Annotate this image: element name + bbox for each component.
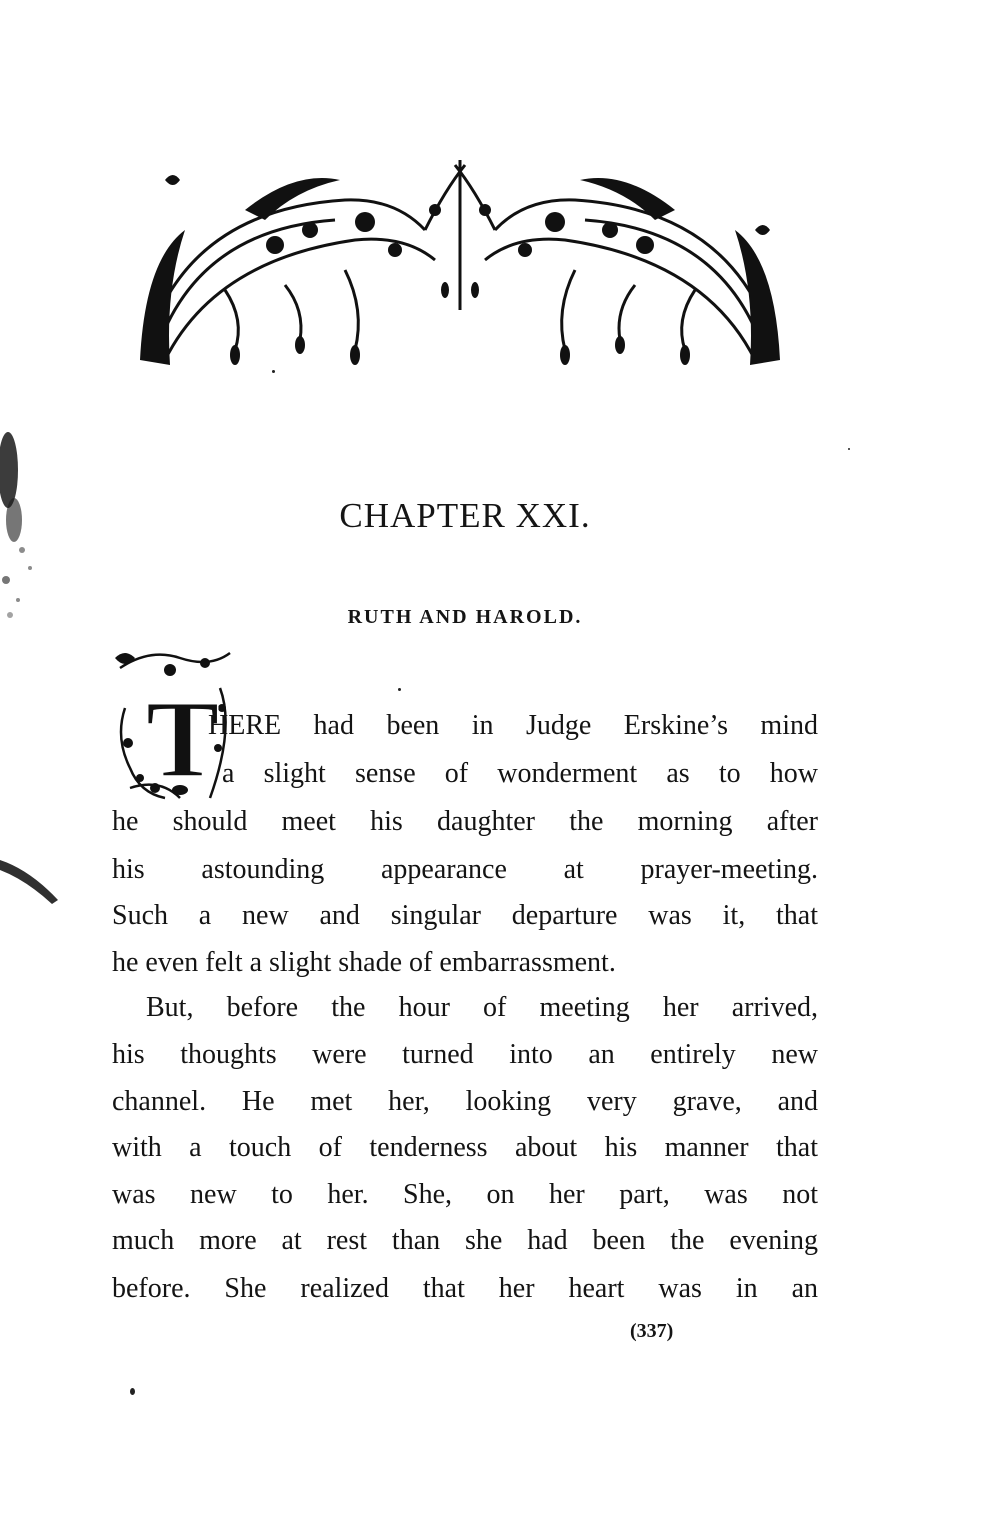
floral-headpiece-ornament [125,150,795,390]
text-line: channel. He met her, looking very grave, and [112,1086,818,1117]
chapter-title: CHAPTER XXI. [339,496,591,535]
scan-speck [272,370,275,373]
scan-edge-noise [0,400,70,920]
text-line: he even felt a slight shade of embarrassment. [112,947,616,978]
drop-cap-letter: T [146,678,220,800]
text-line: was new to her. She, on her part, was not [112,1179,818,1210]
scan-speck [848,448,850,450]
text-line: Such a new and singular departure was it, that [112,900,818,931]
text-line: with a touch of tenderness about his manner that [112,1132,818,1163]
scan-speck [130,1388,135,1395]
text-line: his astounding appearance at prayer-meeting. [112,854,818,885]
text-line: much more at rest than she had been the evening [112,1225,818,1256]
text-line: a slight sense of wonderment as to how [222,758,818,789]
page-number: (337) [630,1320,674,1342]
text-line: HERE had been in Judge Erskine’s mind [208,710,818,741]
text-line: But, before the hour of meeting her arrived, [146,992,818,1023]
chapter-subtitle: RUTH AND HAROLD. [347,606,583,628]
text-line: before. She realized that her heart was in an [112,1273,818,1304]
text-line: his thoughts were turned into an entirely new [112,1039,818,1070]
text-line: he should meet his daughter the morning after [112,806,818,837]
scan-speck [398,688,401,691]
